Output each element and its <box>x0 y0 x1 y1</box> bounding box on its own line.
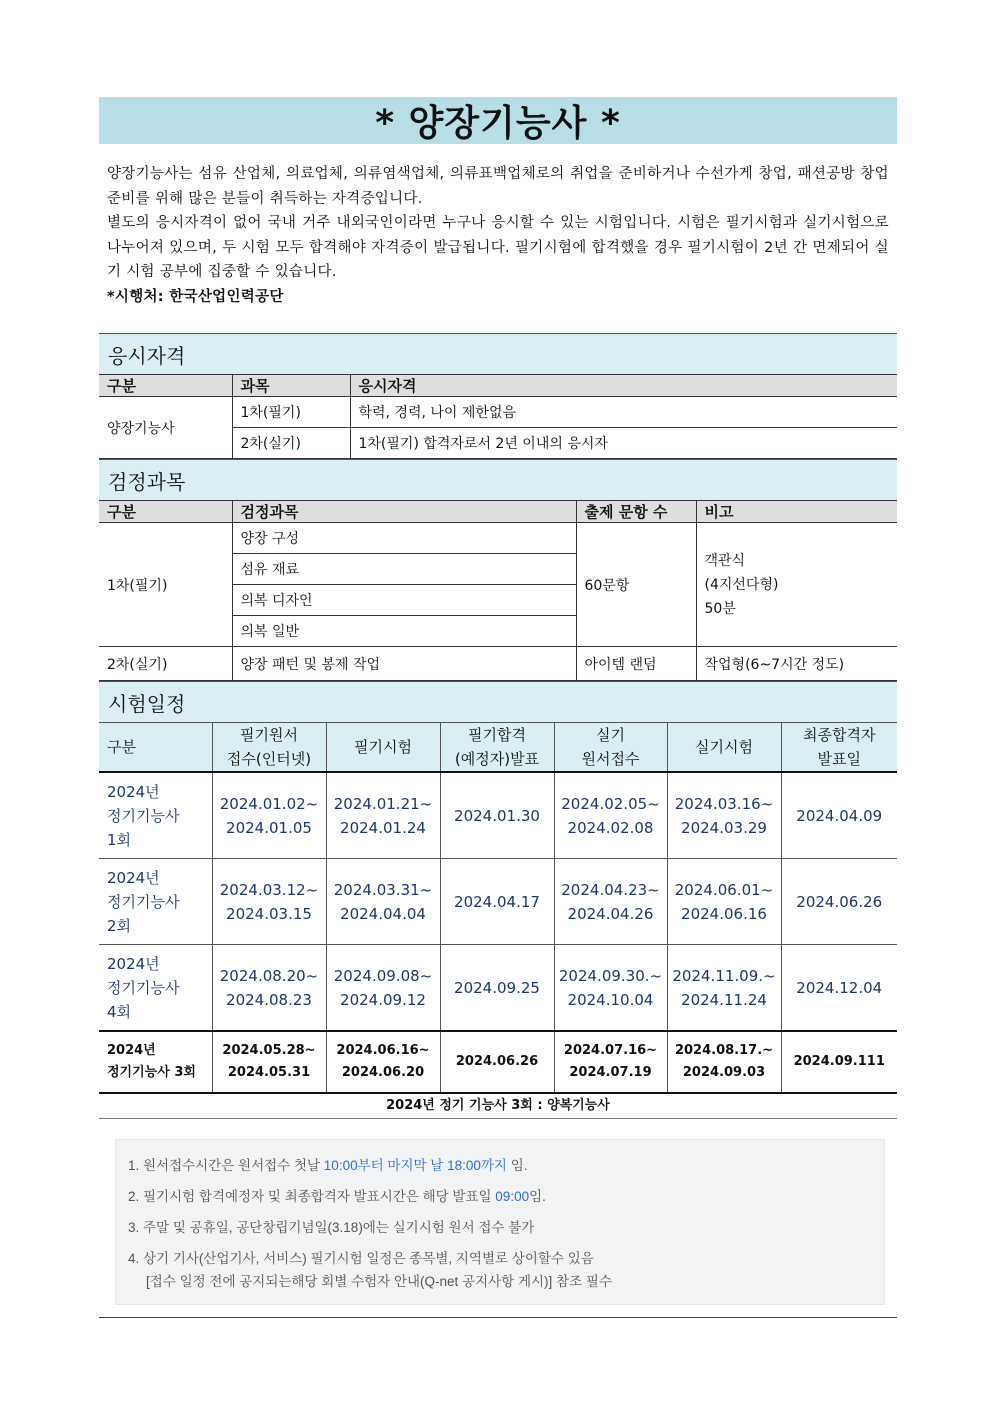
label-line: 2회 <box>107 916 132 935</box>
date-line: 2024.11.24 <box>681 990 767 1009</box>
label-line: 1회 <box>107 830 132 849</box>
date-cell <box>212 945 326 1032</box>
date-line: 2024.06.01~ <box>674 880 774 899</box>
bottom-divider <box>99 1317 897 1318</box>
date-line: 2024.06.16~ <box>336 1043 430 1058</box>
date-line: 2024.09.25 <box>454 978 540 997</box>
date-cell <box>212 859 326 945</box>
subject-item-cell: 섬유 재료 <box>232 554 576 585</box>
intro-section <box>107 162 889 309</box>
date-cell <box>781 859 897 945</box>
date-cell <box>667 859 781 945</box>
date-cell <box>667 1031 781 1093</box>
header-line: 실기 <box>596 726 625 744</box>
subject-cell: 1차(필기) <box>232 397 350 428</box>
subjects-heading <box>99 459 897 500</box>
date-line: 2024.04.04 <box>340 904 426 923</box>
note-line: 객관식 <box>704 552 746 569</box>
note-text: 임. <box>529 1189 546 1204</box>
header-line: 원서접수 <box>581 750 640 768</box>
intro-paragraph-2: 별도의 응시자격이 없어 국내 거주 내외국인이라면 누구나 응시할 수 있는 시험입니다. 시험은 필기시험과 실기시험으로 나누어져 있으며, 두 시험 모두 합격해야 자격증이 발급됩니다. 필기시험에 합격했을 경우 필기시험이 2년 간 면제되어 실기 시험 공부에 집중할 수 있습니다. <box>107 215 889 280</box>
schedule-heading <box>99 681 897 722</box>
session-label-cell <box>99 859 212 945</box>
header-cell: 출제 문항 수 <box>576 501 696 523</box>
date-line: 2024.08.17.~ <box>674 1043 774 1058</box>
label-line: 정기기능사 <box>107 806 180 825</box>
page-title: * 양장기능사 * <box>375 103 621 144</box>
header-cell <box>440 723 554 773</box>
header-line: 필기시험 <box>354 738 412 756</box>
table-row <box>99 523 897 554</box>
header-cell: 과목 <box>232 375 350 397</box>
header-line: 실기시험 <box>695 738 753 756</box>
date-line: 2024.01.24 <box>340 818 426 837</box>
subjects-heading-text: 검정과목 <box>108 469 186 494</box>
date-cell <box>326 945 440 1032</box>
date-line: 2024.06.26 <box>455 1054 539 1069</box>
date-cell <box>326 772 440 859</box>
requirement-cell: 1차(필기) 합격자로서 2년 이내의 응시자 <box>350 428 897 459</box>
date-line: 2024.10.04 <box>567 990 654 1009</box>
date-line: 2024.03.12~ <box>219 880 319 899</box>
date-cell <box>440 772 554 859</box>
notes-box <box>115 1139 885 1305</box>
date-line: 2024.04.17 <box>454 892 540 911</box>
category-cell: 2차(실기) <box>99 647 232 681</box>
header-cell <box>326 723 440 773</box>
qualification-heading-text: 응시자격 <box>108 343 186 368</box>
note-item-4: 4. 상기 기사(산업기사, 서비스) 필기시험 일정은 종목별, 지역별로 상이할수 있음 <box>128 1251 594 1266</box>
header-cell <box>667 723 781 773</box>
table-row <box>99 1031 897 1093</box>
header-line: 발표일 <box>817 750 861 768</box>
header-cell: 구분 <box>99 375 232 397</box>
header-cell <box>554 723 667 773</box>
date-cell <box>554 859 667 945</box>
table-row <box>99 859 897 945</box>
subject-item-cell: 의복 디자인 <box>232 585 576 616</box>
label-line: 2024년 <box>107 954 160 973</box>
date-line: 2024.09.03 <box>682 1065 766 1080</box>
date-cell <box>440 859 554 945</box>
note-highlight: 10:00부터 마지막 날 18:00까지 <box>323 1158 507 1173</box>
session-label-cell <box>99 1031 212 1093</box>
date-line: 2024.03.16~ <box>674 794 774 813</box>
label-line: 정기기능사 3회 <box>107 1065 196 1080</box>
header-cell <box>99 723 212 773</box>
note-highlight: 09:00 <box>495 1189 530 1204</box>
session-label-cell <box>99 772 212 859</box>
date-line: 2024.08.23 <box>226 990 312 1009</box>
subject-cell: 2차(실기) <box>232 428 350 459</box>
intro-paragraph-1: 양장기능사는 섬유 산업체, 의료업체, 의류염색업체, 의류표백업체로의 취업을 준비하거나 수선가게 창업, 패션공방 창업 준비를 위해 많은 분들이 취득하는 자격증입니다. <box>107 166 889 207</box>
header-cell: 검정과목 <box>232 501 576 523</box>
header-line: 필기합격 <box>468 726 526 744</box>
date-line: 2024.07.16~ <box>563 1043 658 1058</box>
date-line: 2024.09.12 <box>340 990 426 1009</box>
note-text: 2. 필기시험 합격예정자 및 최종합격자 발표시간은 해당 발표일 <box>128 1189 496 1204</box>
title-bar <box>99 97 897 144</box>
header-cell: 응시자격 <box>350 375 897 397</box>
header-cell: 구분 <box>99 501 232 523</box>
note-cell <box>696 523 897 647</box>
note-item-4-detail: [접수 일정 전에 공지되는해당 회별 수험자 안내(Q-net 공지사항 게시)] 참조 필수 <box>146 1274 612 1289</box>
date-line: 2024.09.111 <box>793 1054 885 1069</box>
subject-item-cell: 양장 패턴 및 봉제 작업 <box>232 647 576 681</box>
note-text: 임. <box>506 1158 528 1173</box>
agency-line: *시행처: 한국산업인력공단 <box>107 288 284 305</box>
note-item-1 <box>128 1150 872 1181</box>
label-line: 2024년 <box>107 782 160 801</box>
label-line: 정기기능사 <box>107 892 180 911</box>
requirement-cell: 학력, 경력, 나이 제한없음 <box>350 397 897 428</box>
date-cell <box>440 1031 554 1093</box>
category-cell: 1차(필기) <box>99 523 232 647</box>
date-cell <box>326 859 440 945</box>
date-line: 2024.02.08 <box>567 818 654 837</box>
date-cell <box>212 772 326 859</box>
question-count-cell: 60문항 <box>576 523 696 647</box>
qualification-heading <box>99 333 897 374</box>
date-line: 2024.06.16 <box>681 904 767 923</box>
date-line: 2024.04.09 <box>796 806 883 825</box>
date-line: 2024.06.20 <box>341 1065 425 1080</box>
date-line: 2024.03.29 <box>681 818 767 837</box>
header-cell: 비고 <box>696 501 897 523</box>
label-line: 2024년 <box>107 868 160 887</box>
subjects-table <box>99 500 897 681</box>
date-cell <box>554 1031 667 1093</box>
note-line: 50분 <box>704 600 736 617</box>
date-line: 2024.08.20~ <box>219 966 319 985</box>
session-label-cell <box>99 945 212 1032</box>
label-line: 4회 <box>107 1002 132 1021</box>
table-row <box>99 945 897 1032</box>
date-line: 2024.09.08~ <box>333 966 433 985</box>
date-cell <box>781 772 897 859</box>
schedule-heading-text: 시험일정 <box>108 691 186 716</box>
subject-item-cell: 의복 일반 <box>232 616 576 647</box>
date-line: 2024.01.02~ <box>219 794 319 813</box>
document-page <box>99 97 897 1318</box>
qualification-table <box>99 374 897 459</box>
date-line: 2024.03.31~ <box>333 880 433 899</box>
date-line: 2024.05.31 <box>227 1065 311 1080</box>
table-row <box>99 397 897 428</box>
note-item-2 <box>128 1181 872 1212</box>
date-cell <box>440 945 554 1032</box>
question-count-cell: 아이템 랜덤 <box>576 647 696 681</box>
header-line: 구분 <box>107 738 136 756</box>
table-row <box>99 647 897 681</box>
label-line: 정기기능사 <box>107 978 180 997</box>
date-cell <box>667 772 781 859</box>
date-line: 2024.04.23~ <box>561 880 660 899</box>
header-line: 접수(인터넷) <box>226 750 312 768</box>
date-cell <box>212 1031 326 1093</box>
date-line: 2024.11.09.~ <box>672 966 776 985</box>
date-line: 2024.12.04 <box>796 978 883 997</box>
schedule-table <box>99 722 897 1094</box>
date-line: 2024.04.26 <box>567 904 654 923</box>
date-cell <box>667 945 781 1032</box>
header-line: 필기원서 <box>240 726 298 744</box>
date-line: 2024.06.26 <box>796 892 883 911</box>
note-line: (4지선다형) <box>704 576 779 593</box>
date-cell <box>326 1031 440 1093</box>
table-row <box>99 772 897 859</box>
note-text: 1. 원서접수시간은 원서접수 첫날 <box>128 1158 324 1173</box>
subject-item-cell: 양장 구성 <box>232 523 576 554</box>
date-line: 2024.01.30 <box>454 806 540 825</box>
header-line: 최종합격자 <box>803 726 876 744</box>
schedule-caption: 2024년 정기 기능사 3회 : 양복기능사 <box>99 1094 897 1119</box>
date-cell <box>781 945 897 1032</box>
category-cell: 양장기능사 <box>99 397 232 459</box>
date-line: 2024.09.30.~ <box>558 966 663 985</box>
table-header-row <box>99 723 897 773</box>
label-line: 2024년 <box>107 1043 156 1058</box>
date-line: 2024.07.19 <box>569 1065 652 1080</box>
date-line: 2024.02.05~ <box>561 794 660 813</box>
date-line: 2024.05.28~ <box>222 1043 316 1058</box>
date-cell <box>554 772 667 859</box>
note-cell: 작업형(6~7시간 정도) <box>696 647 897 681</box>
date-cell <box>554 945 667 1032</box>
header-cell <box>781 723 897 773</box>
table-header-row <box>99 501 897 523</box>
note-item-3: 3. 주말 및 공휴일, 공단창립기념일(3.18)에는 실기시험 원서 접수 불가 <box>128 1220 535 1235</box>
date-line: 2024.03.15 <box>226 904 312 923</box>
header-cell <box>212 723 326 773</box>
table-header-row <box>99 375 897 397</box>
date-cell <box>781 1031 897 1093</box>
date-line: 2024.01.05 <box>226 818 312 837</box>
header-line: (예정자)발표 <box>454 750 540 768</box>
date-line: 2024.01.21~ <box>333 794 433 813</box>
